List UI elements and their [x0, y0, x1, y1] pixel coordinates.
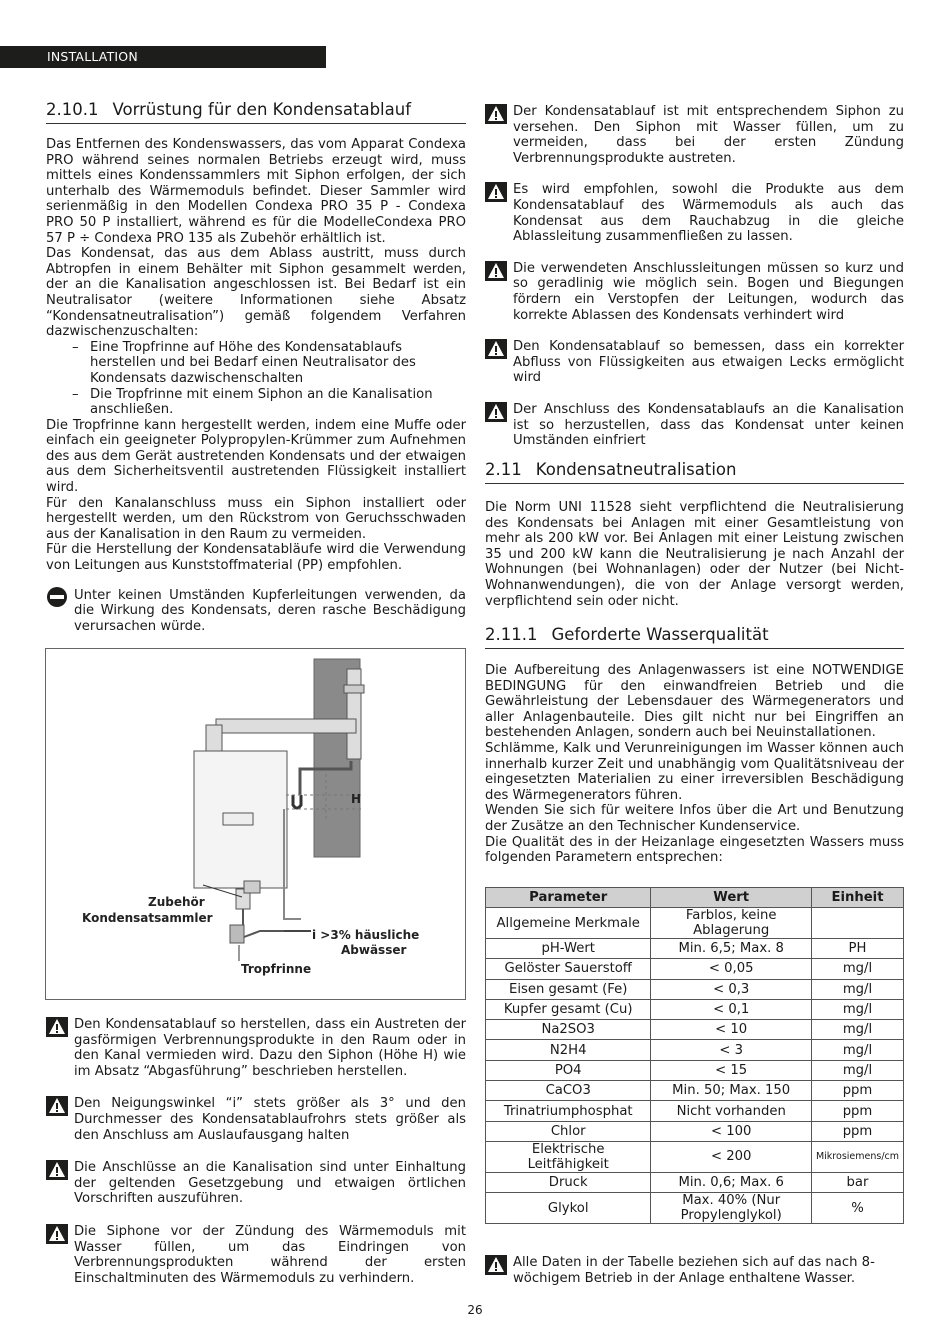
table-cell: % [811, 1193, 903, 1224]
table-cell [811, 908, 903, 939]
table-cell: Trinatriumphosphat [486, 1101, 651, 1121]
list-item: – Die Tropfrinne mit einem Siphon an die Kanalisation anschließen. [46, 387, 466, 418]
section-number: 2.10.1 [46, 100, 99, 119]
section-heading-2-11 [485, 460, 904, 484]
table-cell: < 0,3 [651, 979, 812, 999]
table-cell: ppm [811, 1121, 903, 1141]
warning-text: Die verwendeten Anschlussleitungen müssen so kurz und so geradlinig wie möglich sein. Bogen und Biegungen fördern ein Verstopfen der Leitungen, wodurch das korrekte Ablassen des Kondensats verhindert wird [513, 260, 904, 323]
warning-note [46, 1096, 466, 1143]
warning-text: Der Kondensatablauf ist mit entsprechendem Siphon zu versehen. Den Siphon mit Wasser füllen, um zu vermeiden, dass bei der ersten Zündung Verbrennungsprodukte austreten. [513, 104, 904, 166]
table-cell: Farblos, keine Ablagerung [651, 908, 812, 939]
warning-note [485, 182, 904, 244]
condensate-drain-figure [45, 648, 466, 1000]
figure-label-slope: i >3% häusliche [312, 928, 420, 942]
table-cell: Eisen gesamt (Fe) [486, 979, 651, 999]
paragraph: Das Kondensat, das aus dem Ablass austritt, muss durch Abtropfen in einem Behälter mit Siphon gesammelt werden, der an die Kanalisation angeschlossen ist. Bei Bedarf ist ein Neutralisator (weitere Informationen siehe Absatz “Kondensatneutralisation”) gemäß folgendem Verfahren dazwischenzuschalten: [46, 246, 466, 340]
section-2-11 [485, 460, 904, 609]
table-row [486, 1121, 904, 1141]
paragraph: Wenden Sie sich für weitere Infos über die Art und Benutzung der Zusätze an den Technischer Kundenservice. [485, 803, 904, 834]
paragraph: Für den Kanalanschluss muss ein Siphon installiert oder hergestellt werden, um den Rückstrom von Geruchsschwaden aus der Kanalisation in den Raum zu vermeiden. [46, 495, 466, 542]
table-cell: Gelöster Sauerstoff [486, 959, 651, 979]
page-number: 26 [467, 1303, 483, 1317]
table-cell: pH-Wert [486, 939, 651, 959]
figure-label-wastewater: Abwässer [341, 943, 407, 957]
table-row [486, 939, 904, 959]
paragraph: Die Aufbereitung des Anlagenwassers ist eine NOTWENDIGE BEDINGUNG für den einwandfreien Betrieb und die Gewährleistung der Lebensdauer des Wärmegenerators und aller Anlagenbauteile. Dies gilt nicht nur bei Eingriffen an bestehenden Anlagen, sondern auch bei Neuinstallationen. [485, 663, 904, 741]
table-cell: Min. 0,6; Max. 6 [651, 1172, 812, 1192]
warning-icon [485, 402, 507, 422]
warning-text: Alle Daten in der Tabelle beziehen sich auf das nach 8-wöchigem Betrieb in der Anlage enthaltene Wasser. [513, 1255, 875, 1286]
water-quality-table [485, 887, 904, 1224]
table-cell: CaCO3 [486, 1081, 651, 1101]
warning-icon [485, 1255, 507, 1275]
table-cell: mg/l [811, 1060, 903, 1080]
table-cell: PH [811, 939, 903, 959]
table-cell: Min. 6,5; Max. 8 [651, 939, 812, 959]
table-row [486, 959, 904, 979]
right-column [485, 104, 904, 449]
table-cell: Chlor [486, 1121, 651, 1141]
paragraph: Das Entfernen des Kondenswassers, das vom Apparat Condexa PRO während seines normalen Betriebs erzeugt wird, muss mittels eines Kondenssammlers mit Siphon erfolgen, der sich unterhalb des Wärmemoduls befindet. Dieser Sammler wird serienmäßig in den Modellen Condexa PRO 35 P - Condexa PRO 50 P installiert, während es für die ModelleCondexa PRO 57 P ÷ Condexa PRO 135 als Zubehör erhältlich ist. [46, 137, 466, 246]
section-number: 2.11 [485, 460, 522, 479]
column-header: Wert [651, 888, 812, 908]
warning-text: Es wird empfohlen, sowohl die Produkte aus dem Kondensatablauf des Wärmemoduls als auch das Kondensat aus dem Rauchabzug in die gleiche Ablassleitung zusammenfließen zu lassen. [513, 182, 904, 245]
warning-icon [485, 339, 507, 359]
paragraph: Die Tropfrinne kann hergestellt werden, indem eine Muffe oder einfach ein geeigneter Polypropylen-Krümmer zum Aufnehmen des aus dem Gerät austretenden Kondensats und der etwaigen aus dem Sicherheitsventil austretenden Flüssigkeit installiert wird. [46, 417, 466, 496]
table-row [486, 1081, 904, 1101]
table-header-row [486, 888, 904, 908]
section-2-11-1 [485, 625, 904, 866]
warning-icon [46, 1096, 68, 1116]
warning-note [485, 402, 904, 449]
table-cell: bar [811, 1172, 903, 1192]
figure-label-collector: Kondensatsammler [82, 911, 213, 925]
table-row [486, 1172, 904, 1192]
warning-icon [46, 1017, 68, 1037]
paragraph: Für die Herstellung der Kondensatabläufe wird die Verwendung von Leitungen aus Kunststoffmaterial (PP) empfohlen. [46, 542, 466, 574]
table-cell: Min. 50; Max. 150 [651, 1081, 812, 1101]
warning-note [485, 261, 904, 323]
table-cell: Elektrische Leitfähigkeit [486, 1141, 651, 1172]
figure-label-h: H [351, 792, 362, 806]
warning-icon [485, 261, 507, 281]
section-title: Geforderte Wasserqualität [551, 625, 769, 644]
table-cell: Max. 40% (Nur Propylenglykol) [651, 1193, 812, 1224]
warning-note [46, 1160, 466, 1207]
table-cell: < 10 [651, 1020, 812, 1040]
table-cell: < 0,05 [651, 959, 812, 979]
table-cell: Kupfer gesamt (Cu) [486, 999, 651, 1019]
table-cell: ppm [811, 1081, 903, 1101]
table-row [486, 979, 904, 999]
table-row [486, 999, 904, 1019]
table-cell: < 15 [651, 1060, 812, 1080]
table-cell: < 3 [651, 1040, 812, 1060]
column-header: Parameter [486, 888, 651, 908]
table-cell: PO4 [486, 1060, 651, 1080]
section-header-bar: INSTALLATION [0, 46, 326, 68]
prohibition-text: Unter keinen Umständen Kupferleitungen verwenden, da die Wirkung des Kondensats, deren rasche Beschädigung verursachen würde. [74, 587, 466, 634]
table-footnote [485, 1255, 904, 1286]
paragraph: Die Norm UNI 11528 sieht verpflichtend die Neutralisierung des Kondensats bei Anlagen mit einer Gesamtleistung von mehr als 200 kW vor. Bei Anlagen mit einer Leistung zwischen 35 und 200 kW kann die Neutralisierung je nach Anzahl der Wohnungen (bei Wohnanlagen) oder der Nutzer (bei Nicht-Wohnanwendungen), die von der Anlage versorgt werden, verpflichtend sein oder nicht. [485, 500, 904, 609]
warning-note [485, 104, 904, 166]
table-row [486, 1040, 904, 1060]
prohibition-note [46, 588, 466, 635]
prohibition-icon [46, 588, 68, 608]
table-cell: Mikrosiemens/cm [811, 1141, 903, 1172]
figure-label-tundish: Tropfrinne [241, 962, 312, 976]
left-warnings [46, 1017, 466, 1286]
warning-text: Die Siphone vor der Zündung des Wärmemoduls mit Wasser füllen, um das Eindringen von Verbrennungsprodukten während der ersten Einschaltminuten des Wärmemoduls zu verhindern. [74, 1223, 466, 1286]
table-cell: Na2SO3 [486, 1020, 651, 1040]
section-title: Kondensatneutralisation [535, 460, 737, 479]
figure-label-accessory: Zubehör [148, 895, 205, 909]
column-header: Einheit [811, 888, 903, 908]
table-cell: Nicht vorhanden [651, 1101, 812, 1121]
warning-text: Die Anschlüsse an die Kanalisation sind unter Einhaltung der geltenden Gesetzgebung und etwaigen örtlichen Vorschriften auszuführen. [74, 1160, 466, 1207]
section-number: 2.11.1 [485, 625, 538, 644]
table-cell: N2H4 [486, 1040, 651, 1060]
warning-note [46, 1017, 466, 1079]
warning-note [485, 1255, 904, 1286]
table-row [486, 1141, 904, 1172]
table-cell: ppm [811, 1101, 903, 1121]
table-row [486, 1060, 904, 1080]
section-heading-2-10-1 [46, 100, 466, 124]
warning-icon [485, 182, 507, 202]
table-row [486, 1020, 904, 1040]
section-heading-2-11-1 [485, 625, 904, 649]
table-cell: mg/l [811, 979, 903, 999]
warning-text: Den Kondensatablauf so bemessen, dass ein korrekter Abfluss von Flüssigkeiten aus etwaigen Lecks ermöglicht wird [513, 339, 904, 386]
table-cell: Druck [486, 1172, 651, 1192]
table-cell: < 200 [651, 1141, 812, 1172]
warning-text: Der Anschluss des Kondensatablaufs an die Kanalisation ist so herzustellen, dass das Kondensat unter keinen Umständen einfriert [513, 401, 904, 449]
table-row [486, 1193, 904, 1224]
warning-icon [46, 1224, 68, 1244]
table-cell: mg/l [811, 999, 903, 1019]
warning-note [46, 1224, 466, 1286]
list-item: – Eine Tropfrinne auf Höhe des Kondensatablaufs herstellen und bei Bedarf einen Neutralisator des Kondensats dazwischenschalten [46, 340, 466, 387]
warning-text: Den Kondensatablauf so herstellen, dass ein Austreten der gasförmigen Verbrennungsprodukte in den Raum oder in den Kanal vermieden wird. Dazu den Siphon (Höhe H) wie im Absatz “Abgasführung” beschrieben herstellen. [74, 1017, 466, 1079]
table-row [486, 1101, 904, 1121]
warning-icon [485, 104, 507, 124]
table-cell: Glykol [486, 1193, 651, 1224]
warning-icon [46, 1160, 68, 1180]
paragraph: Die Qualität des in der Heizanlage eingesetzten Wassers muss folgenden Parametern entsprechen: [485, 834, 904, 866]
warning-note [485, 339, 904, 386]
warning-text: Den Neigungswinkel “i” stets größer als 3° und den Durchmesser des Kondensatablaufrohrs stets größer als den Anschluss am Auslaufausgang halten [74, 1096, 466, 1143]
table-cell: mg/l [811, 959, 903, 979]
list-item-text: Eine Tropfrinne auf Höhe des Kondensatablaufs herstellen und bei Bedarf einen Neutralisator des Kondensats dazwischenschalten [90, 339, 416, 386]
table-row [486, 908, 904, 939]
left-column [46, 100, 466, 634]
table-cell: mg/l [811, 1020, 903, 1040]
table-cell: < 0,1 [651, 999, 812, 1019]
table-cell: < 100 [651, 1121, 812, 1141]
table-cell: mg/l [811, 1040, 903, 1060]
section-title: Vorrüstung für den Kondensatablauf [112, 100, 411, 119]
table-cell: Allgemeine Merkmale [486, 908, 651, 939]
paragraph: Schlämme, Kalk und Verunreinigungen im Wasser können auch innerhalb kurzer Zeit und unabhängig vom Qualitätsniveau der eingesetzten Materialien zu einer irreversiblen Beschädigung des Wärmegenerators führen. [485, 740, 904, 803]
list-item-text: Die Tropfrinne mit einem Siphon an die Kanalisation anschließen. [90, 386, 433, 418]
